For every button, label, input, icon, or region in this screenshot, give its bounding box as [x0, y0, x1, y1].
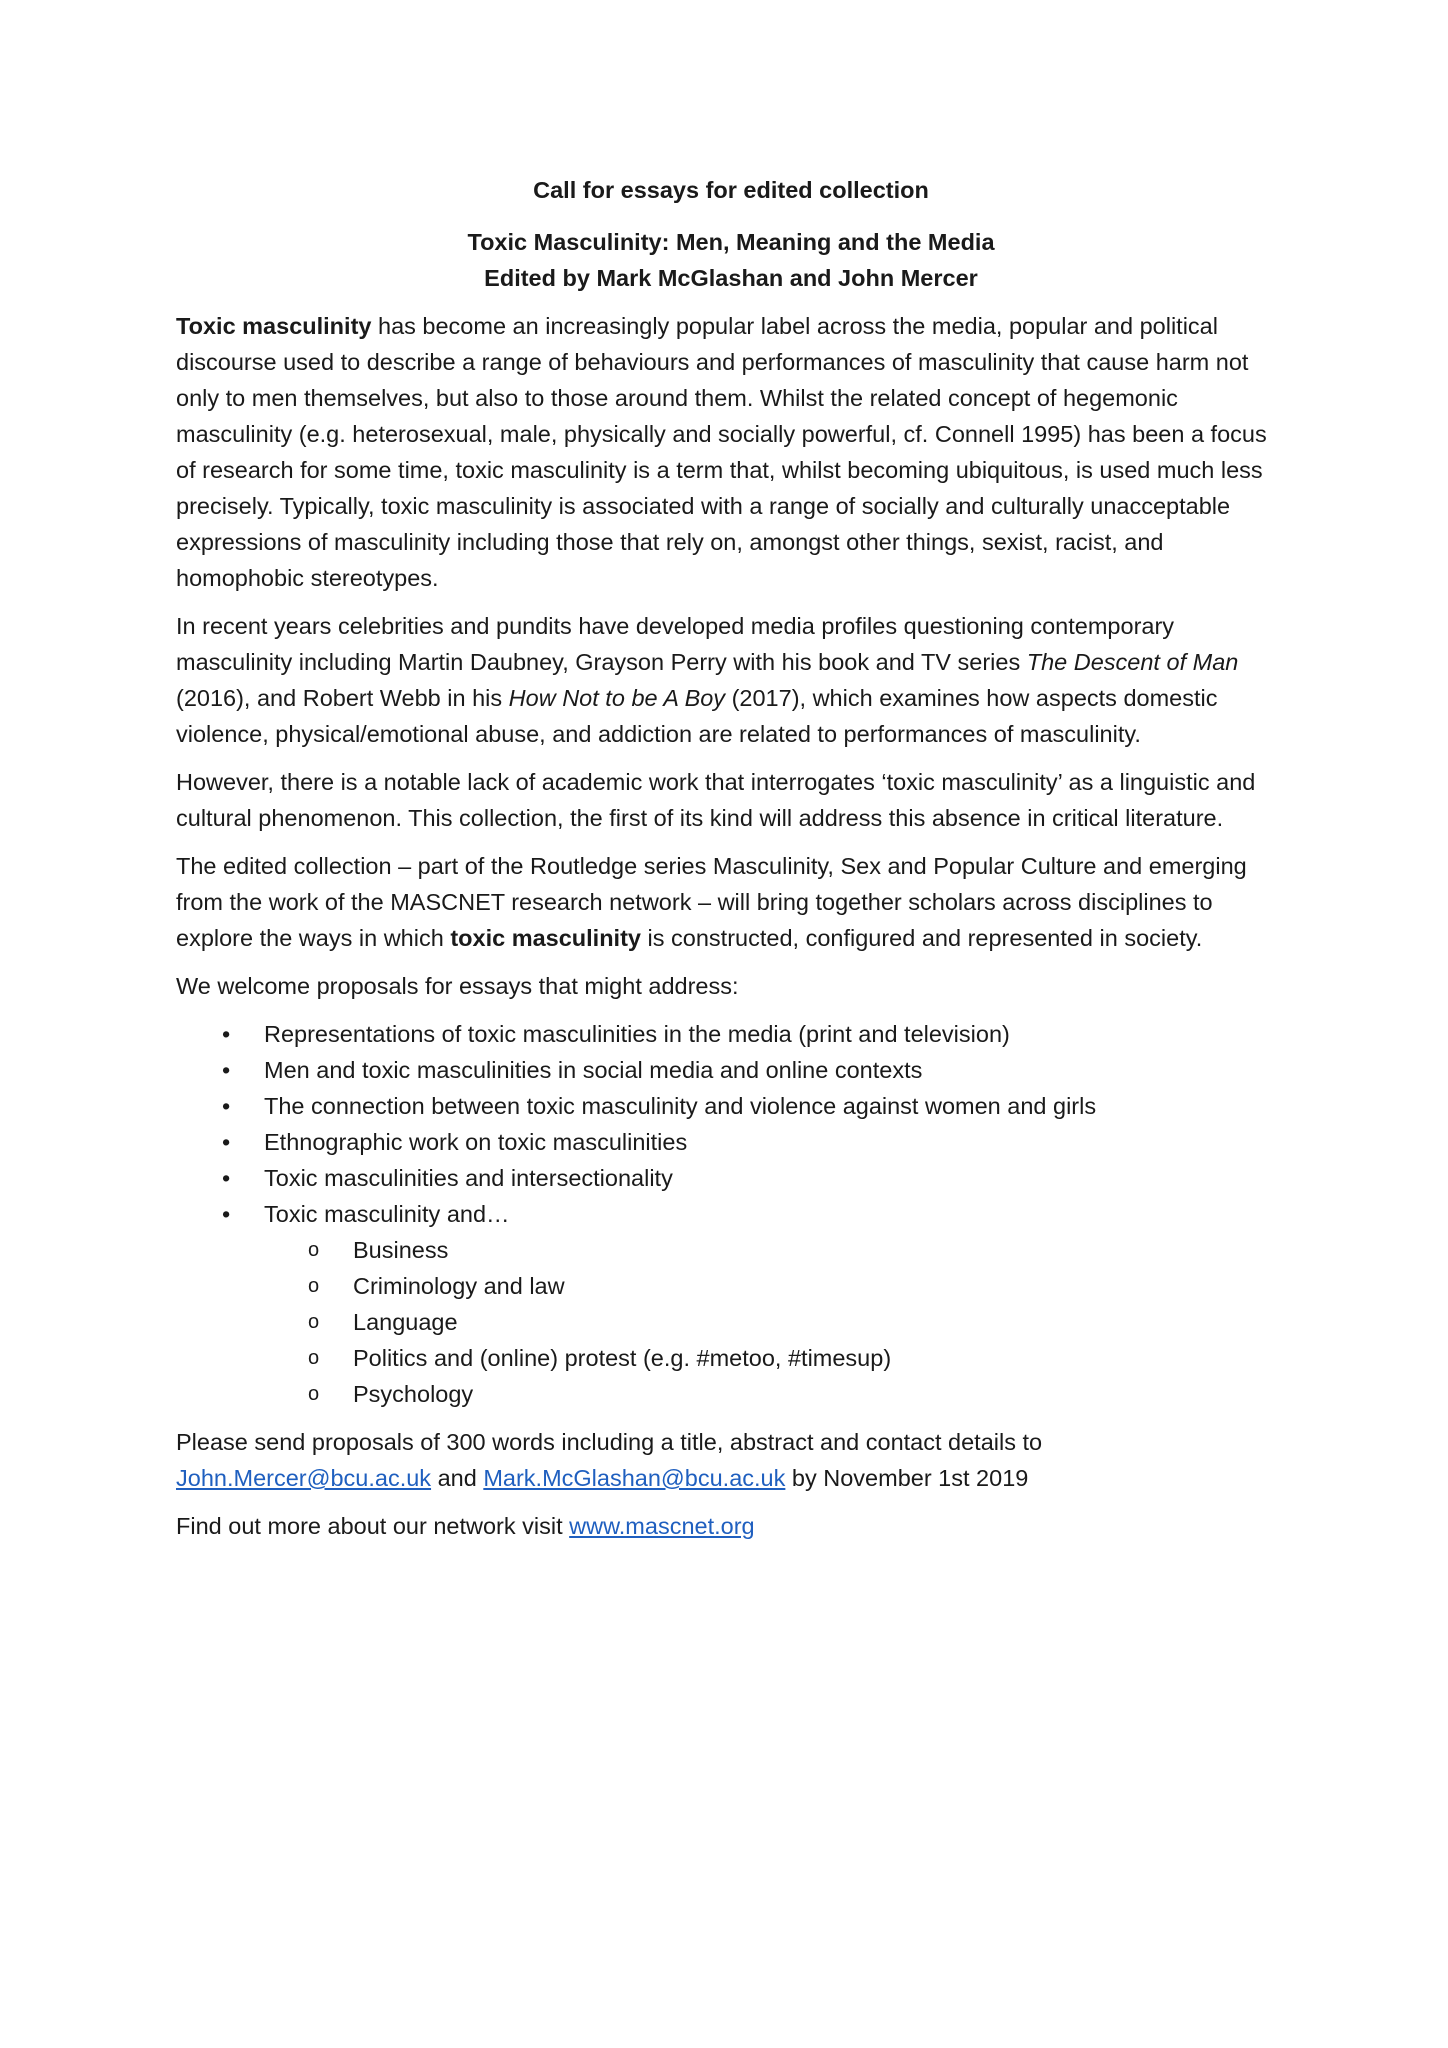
italic-title-descent-of-man: The Descent of Man — [1026, 649, 1239, 675]
paragraph-celebrities-text-a: In recent years celebrities and pundits have developed media profiles questioning contemporary masculinity including Martin Daubney, Grayson Perry with his book and TV series — [176, 613, 1175, 675]
bullet-icon: • — [222, 1093, 231, 1119]
paragraph-welcome-proposals: We welcome proposals for essays that might address: — [176, 973, 739, 999]
bullet-icon: • — [222, 1165, 231, 1191]
list-item-text: Toxic masculinity and… — [264, 1201, 510, 1227]
sub-list-item — [264, 1268, 1286, 1304]
list-item-text: The connection between toxic masculinity and violence against women and girls — [264, 1093, 1097, 1119]
list-item — [176, 1160, 1286, 1196]
website-link-mascnet[interactable]: www.mascnet.org — [569, 1513, 755, 1539]
circle-bullet-icon: o — [308, 1239, 320, 1261]
editors-line: Edited by Mark McGlashan and John Mercer — [484, 265, 978, 291]
sub-list-item — [264, 1232, 1286, 1268]
sub-list-item-text: Language — [353, 1309, 458, 1335]
bullet-icon: • — [222, 1201, 231, 1227]
sub-topics-list — [264, 1232, 1286, 1412]
italic-title-how-not-to-be-a-boy: How Not to be A Boy — [508, 685, 726, 711]
paragraph-celebrities-text-b: (2016), and Robert Webb in his — [176, 685, 509, 711]
paragraph-send-proposals-text-a: Please send proposals of 300 words including a title, abstract and contact details to — [176, 1429, 1043, 1455]
list-item — [176, 1088, 1286, 1124]
list-item — [176, 1052, 1286, 1088]
paragraph-celebrities — [176, 608, 1286, 752]
bold-term-toxic-masculinity-2: toxic masculinity — [450, 925, 641, 951]
list-item-text: Representations of toxic masculinities in the media (print and television) — [264, 1021, 1010, 1047]
list-item — [176, 1196, 1286, 1412]
bold-term-toxic-masculinity: Toxic masculinity — [176, 313, 372, 339]
circle-bullet-icon: o — [308, 1311, 320, 1333]
list-item — [176, 1124, 1286, 1160]
list-item — [176, 1016, 1286, 1052]
topics-list — [176, 1016, 1286, 1412]
sub-list-item — [264, 1340, 1286, 1376]
list-item-text: Men and toxic masculinities in social media and online contexts — [264, 1057, 923, 1083]
bullet-icon: • — [222, 1021, 231, 1047]
sub-list-item-text: Politics and (online) protest (e.g. #metoo, #timesup) — [353, 1345, 892, 1371]
paragraph-find-out-more-text: Find out more about our network visit — [176, 1513, 570, 1539]
bullet-icon: • — [222, 1057, 231, 1083]
bullet-icon: • — [222, 1129, 231, 1155]
list-item-text: Toxic masculinities and intersectionality — [264, 1165, 673, 1191]
paragraph-send-proposals-text-b: and — [431, 1465, 484, 1491]
sub-list-item — [264, 1304, 1286, 1340]
paragraph-edited-collection — [176, 848, 1286, 956]
list-item-text: Ethnographic work on toxic masculinities — [264, 1129, 688, 1155]
paragraph-edited-collection-text-a: The edited collection – part of the Routledge series Masculinity, Sex and Popular Culture and emerging from the work of the MASCNET research network – will bring together scholars across disciplines to explore the ways in which — [176, 853, 1247, 951]
paragraph-lack-of-work: However, there is a notable lack of academic work that interrogates ‘toxic masculinity’ as a linguistic and cultural phenomenon. This collection, the first of its kind will address this absence in critical literature. — [176, 769, 1256, 831]
email-link-mark-mcglashan[interactable]: Mark.McGlashan@bcu.ac.uk — [483, 1465, 786, 1491]
paragraph-intro — [176, 308, 1286, 596]
paragraph-find-out-more — [176, 1508, 1286, 1544]
document-page — [176, 172, 1286, 1556]
paragraph-intro-text: has become an increasingly popular label across the media, popular and political discourse used to describe a range of behaviours and performances of masculinity that cause harm not only to men themselves, but also to those around them. Whilst the related concept of hegemonic masculinity (e.g. heterosexual, male, physically and socially powerful, cf. Connell 1995) has been a focus of research for some time, toxic masculinity is a term that, whilst becoming ubiquitous, is used much less precisely. Typically, toxic masculinity is associated with a range of socially and culturally unacceptable expressions of masculinity including those that rely on, amongst other things, sexist, racist, and homophobic stereotypes. — [176, 313, 1267, 591]
book-title: Toxic Masculinity: Men, Meaning and the Media — [467, 229, 995, 255]
sub-list-item-text: Psychology — [353, 1381, 474, 1407]
circle-bullet-icon: o — [308, 1383, 320, 1405]
sub-list-item — [264, 1376, 1286, 1412]
sub-list-item-text: Criminology and law — [353, 1273, 565, 1299]
circle-bullet-icon: o — [308, 1275, 320, 1297]
email-link-john-mercer[interactable]: John.Mercer@bcu.ac.uk — [176, 1465, 432, 1491]
paragraph-edited-collection-text-b: is constructed, configured and represented in society. — [641, 925, 1203, 951]
paragraph-send-proposals-text-c: by November 1st 2019 — [785, 1465, 1029, 1491]
circle-bullet-icon: o — [308, 1347, 320, 1369]
book-title-block — [176, 224, 1286, 296]
paragraph-celebrities-text-c: (2017), which examines how aspects domestic violence, physical/emotional abuse, and addiction are related to performances of masculinity. — [176, 685, 1218, 747]
sub-list-item-text: Business — [353, 1237, 449, 1263]
document-heading: Call for essays for edited collection — [533, 177, 929, 203]
paragraph-send-proposals — [176, 1424, 1286, 1496]
